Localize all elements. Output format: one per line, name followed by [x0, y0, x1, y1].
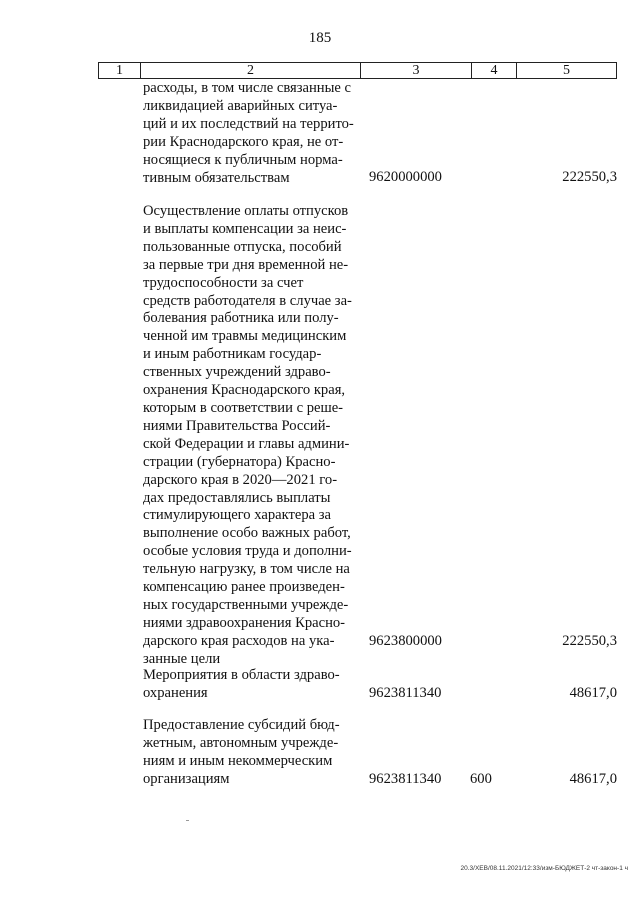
header-col-5: 5 [563, 63, 570, 78]
header-col-3: 3 [361, 63, 472, 78]
row-target-code: 9623811340 [369, 771, 442, 787]
document-footer-stamp: 20.3/ХЕВ/08.11.2021/12:33/изм-БЮДЖЕТ-2 чт-закон-1 ч [460, 865, 628, 872]
row-description: Осуществление оплаты отпусков и выплаты компенсации за неис- пользованные отпуска, пособий за первые три дня временной не- трудоспособности за счет средств работодателя в случае за- болевания работника или полу- ченной им травмы медицинским и иным работникам государ- ственных учреждений здраво- охранения Краснодарского края, которым в соответствии с реше- ниями Правительства Россий- ской Федерации и главы админи- страции (губернатора) Красно- дарского края в 2020—2021 го- дах предоставлялись выплаты стимулирующего характера за выполнение особо важных работ, особые условия труда и дополни- тельную нагрузку, в том числе на компенсацию ранее произведен- ных государственными учрежде- ниями здравоохранения Красно- дарского края расходов на ука- занные цели [143, 203, 352, 667]
row-target-code: 9623800000 [369, 633, 442, 649]
row-amount: 48617,0 [569, 685, 617, 701]
scan-speck [186, 820, 189, 821]
row-target-code: 9620000000 [369, 169, 442, 185]
page-number: 185 [308, 30, 332, 46]
row-amount: 222550,3 [562, 169, 617, 185]
row-description: Мероприятия в области здраво- охранения [143, 667, 340, 701]
row-amount: 48617,0 [569, 771, 617, 787]
header-col-1: 1 [99, 63, 141, 78]
row-amount: 222550,3 [562, 633, 617, 649]
header-col-4: 4 [472, 63, 517, 78]
row-expense-type: 600 [470, 771, 492, 787]
header-col-2: 2 [141, 63, 361, 78]
row-target-code: 9623811340 [369, 685, 442, 701]
row-description: Предоставление субсидий бюд- жетным, автономным учрежде- ниям и иным некоммерческим организациям [143, 717, 340, 787]
table-header-row [98, 62, 617, 79]
row-description: расходы, в том числе связанные с ликвидацией аварийных ситуа- ций и их последствий на террито- рии Краснодарского края, не от- носящиеся к публичным норма- тивным обязательствам [143, 80, 354, 186]
